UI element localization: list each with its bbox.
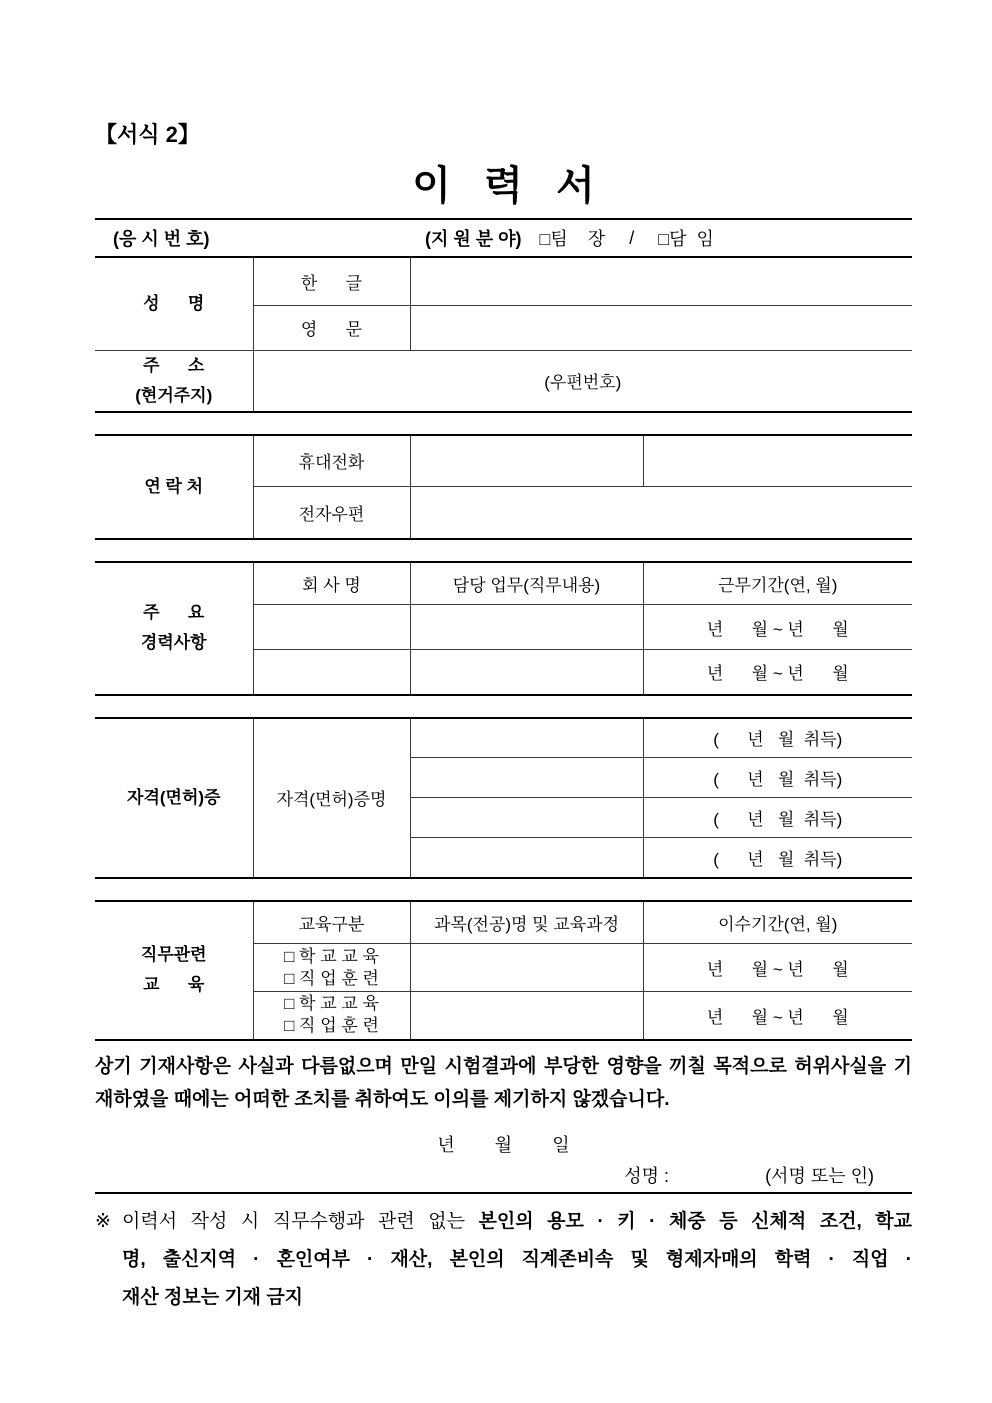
license-name-input-cell[interactable] bbox=[410, 838, 643, 878]
career-label-line1: 주 요 bbox=[143, 603, 205, 622]
vocational-training-checkbox[interactable]: □ 직 업 훈 련 bbox=[284, 1016, 379, 1036]
career-label-line2: 경력사항 bbox=[140, 633, 207, 652]
team-leader-checkbox-option[interactable]: □팀 장 bbox=[539, 229, 606, 249]
career-period-cell[interactable]: 년 월 ~ 년 월 bbox=[643, 650, 912, 695]
career-duty-input-cell[interactable] bbox=[410, 650, 643, 695]
education-type-cell bbox=[253, 944, 410, 992]
education-table bbox=[95, 900, 912, 1041]
footnote bbox=[95, 1203, 912, 1317]
school-education-checkbox[interactable]: □ 학 교 교 육 bbox=[284, 994, 379, 1014]
apply-field-label: (지 원 분 야) bbox=[425, 229, 522, 249]
education-period-cell[interactable]: 년 월 ~ 년 월 bbox=[643, 944, 912, 992]
career-header-duty: 담당 업무(직무내용) bbox=[410, 562, 643, 605]
address-section-label bbox=[95, 350, 253, 412]
vocational-training-checkbox[interactable]: □ 직 업 훈 련 bbox=[284, 968, 379, 988]
career-company-input-cell[interactable] bbox=[253, 650, 410, 695]
declaration-line1: 상기 기재사항은 사실과 다름없으며 만일 시험결과에 부당한 영향을 끼칠 목적으로 허위사실을 기 bbox=[95, 1055, 912, 1077]
footer-divider bbox=[95, 1192, 912, 1194]
school-education-checkbox[interactable]: □ 학 교 교 육 bbox=[284, 946, 379, 966]
footnote-line2 bbox=[122, 1241, 912, 1279]
education-subject-input-cell[interactable] bbox=[410, 944, 643, 992]
footnote-line2-bold: 명, 출신지역 · 혼인여부 · 재산, 본인의 직계존비속 및 형제자매의 학력 · 직업 · bbox=[122, 1248, 912, 1270]
license-table bbox=[95, 717, 912, 879]
education-header-subject: 과목(전공)명 및 교육과정 bbox=[410, 901, 643, 944]
license-name-input-cell[interactable] bbox=[410, 758, 643, 798]
option-separator: / bbox=[629, 227, 635, 248]
footnote-line3 bbox=[122, 1279, 912, 1317]
address-label-line2: (현거주지) bbox=[135, 385, 213, 405]
education-label-line2: 교 육 bbox=[143, 975, 205, 994]
signature-row bbox=[95, 1162, 912, 1188]
education-header-period: 이수기간(연, 월) bbox=[643, 901, 912, 944]
license-acquired-cell[interactable]: ( 년 월 취득) bbox=[643, 838, 912, 878]
form-number-label: 【서식 2】 bbox=[95, 122, 200, 147]
declaration-paragraph bbox=[95, 1050, 912, 1116]
mobile-phone-input-cell-1[interactable] bbox=[410, 435, 643, 487]
career-section-label bbox=[95, 562, 253, 695]
license-section-label: 자격(면허)증 bbox=[95, 718, 253, 878]
license-acquired-cell[interactable]: ( 년 월 취득) bbox=[643, 798, 912, 838]
footnote-line1-normal: 이력서 작성 시 직무수행과 관련 없는 bbox=[122, 1210, 479, 1232]
footnote-line3-bold: 재산 정보는 기재 금지 bbox=[122, 1286, 304, 1308]
seal-note: (서명 또는 인) bbox=[765, 1165, 874, 1186]
declaration-line2: 재하였을 때에는 어떠한 조치를 취하여도 이의를 제기하지 않겠습니다. bbox=[95, 1088, 670, 1110]
education-section-label bbox=[95, 901, 253, 1040]
contact-table bbox=[95, 434, 912, 540]
mobile-phone-label: 휴대전화 bbox=[253, 435, 410, 487]
license-name-input-cell[interactable] bbox=[410, 718, 643, 758]
address-label-line1: 주 소 bbox=[143, 355, 205, 375]
address-input-cell[interactable] bbox=[253, 350, 912, 412]
name-english-input-cell[interactable] bbox=[410, 305, 912, 350]
education-type-cell bbox=[253, 992, 410, 1040]
name-section-label: 성 명 bbox=[95, 257, 253, 350]
name-korean-label: 한 글 bbox=[253, 257, 410, 305]
license-acquired-cell[interactable]: ( 년 월 취득) bbox=[643, 758, 912, 798]
license-name-input-cell[interactable] bbox=[410, 798, 643, 838]
page-title: 이 력 서 bbox=[412, 164, 595, 208]
mobile-phone-input-cell-2[interactable] bbox=[643, 435, 912, 487]
name-korean-input-cell[interactable] bbox=[410, 257, 912, 305]
license-acquired-cell[interactable]: ( 년 월 취득) bbox=[643, 718, 912, 758]
email-label: 전자우편 bbox=[253, 487, 410, 539]
education-subject-input-cell[interactable] bbox=[410, 992, 643, 1040]
career-company-input-cell[interactable] bbox=[253, 605, 410, 650]
footnote-marker: ※ bbox=[95, 1210, 111, 1232]
date-fill-line[interactable]: 년 월 일 bbox=[437, 1134, 570, 1155]
name-english-label: 영 문 bbox=[253, 305, 410, 350]
career-duty-input-cell[interactable] bbox=[410, 605, 643, 650]
career-header-company: 회 사 명 bbox=[253, 562, 410, 605]
damim-checkbox-option[interactable]: □담 임 bbox=[658, 229, 714, 249]
form-header-row bbox=[95, 218, 912, 256]
signature-name-label[interactable]: 성명 : bbox=[624, 1165, 670, 1186]
career-table bbox=[95, 561, 912, 696]
footnote-line1-bold: 본인의 용모 · 키 · 체중 등 신체적 조건, 학교 bbox=[478, 1210, 912, 1232]
career-period-cell[interactable]: 년 월 ~ 년 월 bbox=[643, 605, 912, 650]
license-name-header: 자격(면허)증명 bbox=[253, 718, 410, 878]
career-header-period: 근무기간(연, 월) bbox=[643, 562, 912, 605]
education-label-line1: 직무관련 bbox=[140, 945, 207, 964]
postal-code-label: (우편번호) bbox=[544, 373, 622, 392]
email-input-cell[interactable] bbox=[410, 487, 912, 539]
footnote-line1 bbox=[122, 1203, 912, 1241]
exam-number-label: (응 시 번 호) bbox=[113, 229, 210, 249]
contact-section-label: 연 락 처 bbox=[95, 435, 253, 539]
education-header-type: 교육구분 bbox=[253, 901, 410, 944]
education-period-cell[interactable]: 년 월 ~ 년 월 bbox=[643, 992, 912, 1040]
name-address-table bbox=[95, 256, 912, 413]
